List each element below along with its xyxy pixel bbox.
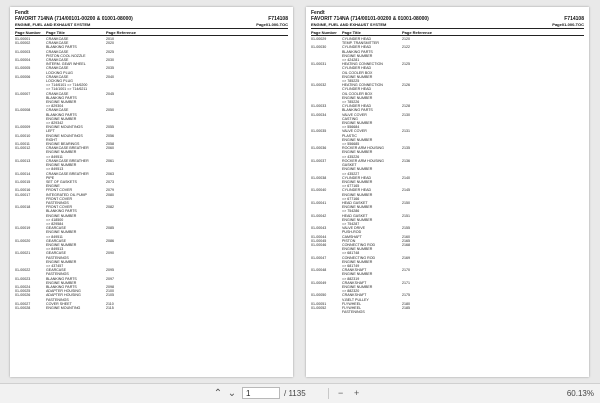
page-reference-code: Page01-000-TOC	[256, 22, 288, 27]
row-page-reference: 2100	[106, 289, 114, 294]
table-row	[15, 306, 288, 310]
row-page-reference: 2150	[402, 200, 410, 205]
row-page-number: 01-00029	[311, 37, 327, 41]
row-page-title: => 785225	[342, 79, 360, 84]
row-page-reference: 2180	[402, 301, 410, 306]
system-title: ENGINE, FUEL AND EXHAUST SYSTEM	[311, 22, 387, 27]
row-page-number: 01-00024	[15, 284, 31, 289]
row-page-reference: 2058	[106, 142, 114, 147]
system-header	[15, 22, 288, 27]
row-page-reference: 2040	[106, 74, 114, 79]
row-page-reference: 2130	[402, 112, 410, 117]
row-page-title: GEARCASE	[46, 238, 66, 243]
row-page-title: CRANKCASE	[46, 41, 69, 46]
row-page-number: 01-00003	[15, 49, 31, 54]
row-page-title: CONNECTING ROD	[342, 255, 376, 260]
row-page-title: => 829342	[46, 121, 64, 126]
row-page-title: ENGINE NUMBER	[342, 192, 373, 197]
row-page-reference: 2098	[106, 284, 114, 289]
row-page-title: ROCKER ARM HOUSING	[342, 158, 384, 163]
row-page-title: ENGINE NUMBER	[342, 247, 373, 252]
row-page-title: CRANKSHAFT	[342, 293, 367, 298]
row-page-number: 01-00044	[311, 234, 327, 239]
row-page-title: FLYWHEEL	[342, 301, 362, 306]
row-page-title: OIL COOLER BOX	[342, 91, 373, 96]
zoom-out-icon[interactable]: −	[338, 388, 344, 398]
row-page-number: 01-00009	[15, 125, 31, 130]
row-page-title: ENGINE NUMBER	[46, 259, 77, 264]
row-page-title: LOCKING PLUG	[46, 79, 73, 84]
row-page-number: 01-00011	[15, 142, 30, 147]
row-page-title: ENGINE NUMBER	[342, 150, 373, 155]
column-headers	[311, 30, 584, 36]
row-page-number: 01-00020	[15, 238, 31, 243]
row-page-title: CRANKCASE BREATHER	[46, 171, 89, 176]
row-page-number: 01-00040	[311, 188, 327, 193]
toc-list	[15, 37, 288, 310]
row-page-title: => 754287	[342, 221, 360, 226]
brand-name: Fendt	[15, 10, 29, 16]
header-divider	[311, 28, 584, 29]
column-header-page-reference: Page Reference	[106, 30, 137, 35]
row-page-title: CRANKCASE BREATHER	[46, 146, 89, 151]
row-page-reference: 2035	[106, 66, 114, 71]
row-page-title: CYLINDER HEAD	[342, 188, 372, 193]
row-page-number: 01-00037	[311, 158, 327, 163]
row-page-reference: 2079	[106, 188, 114, 193]
row-page-number: 01-00038	[311, 175, 327, 180]
row-page-number: 01-00013	[15, 158, 31, 163]
row-page-title: HEAD GASKET	[342, 200, 368, 205]
row-page-title: ENGINE NUMBER	[342, 217, 373, 222]
row-page-title: CRANKCASE	[46, 74, 69, 79]
zoom-in-icon[interactable]: +	[354, 388, 360, 398]
row-page-reference: 2170	[402, 268, 410, 273]
row-page-title: PLASTIC	[342, 133, 357, 138]
column-header-page-number: Page Number	[15, 30, 41, 35]
row-page-title: ENGINE NUMBER	[46, 280, 77, 285]
row-page-title: CRANKCASE	[46, 108, 69, 113]
table-row	[311, 310, 584, 314]
system-header	[311, 22, 584, 27]
row-page-title: GASKET	[342, 163, 357, 168]
viewer-toolbar	[0, 383, 600, 403]
row-page-number: 01-00005	[15, 66, 31, 71]
row-page-title: => 829304	[46, 104, 64, 109]
row-page-number: 01-00006	[15, 74, 31, 79]
row-page-number: 01-00033	[311, 104, 327, 109]
row-page-title: INTERM. GEAR WHEEL	[46, 62, 86, 67]
row-page-reference: 2082	[106, 205, 114, 210]
row-page-title: CRANKCASE	[46, 91, 69, 96]
row-page-reference: 2155	[402, 226, 410, 231]
row-page-reference: 2126	[402, 83, 410, 88]
row-page-title: ENGINE NUMBER	[46, 242, 77, 247]
row-page-reference: 2090	[106, 251, 114, 256]
column-header-page-title: Page Title	[342, 30, 361, 35]
row-page-reference: 2097	[106, 276, 114, 281]
row-page-title: GEARCASE	[46, 268, 66, 273]
row-page-title: => 677166	[342, 196, 360, 201]
row-page-title: => 435226	[342, 154, 360, 159]
row-page-reference: 2055	[106, 125, 114, 130]
row-page-title: => 714/1001 => 714/6211	[46, 87, 88, 92]
row-page-reference: 2120	[402, 37, 410, 41]
row-page-reference: 2105	[106, 293, 114, 298]
row-page-title: => 556684	[342, 125, 360, 130]
row-page-title: ENGINE NUMBER	[342, 179, 373, 184]
row-page-reference: 2030	[106, 58, 114, 63]
row-page-title: BLANKING PARTS	[342, 108, 373, 113]
row-page-title: => 424281	[342, 58, 360, 63]
row-page-title: CYLINDER HEAD	[342, 87, 372, 92]
row-page-title: PISTON COOL NOZZLE	[46, 53, 86, 58]
row-page-title: HEAD GASKET	[342, 213, 368, 218]
row-page-title: => 556685	[342, 142, 360, 147]
row-page-number: 01-00010	[15, 133, 31, 138]
row-page-title: => 849513	[46, 247, 64, 252]
row-page-number: 01-00007	[15, 91, 31, 96]
row-page-title: => 849511	[46, 234, 63, 239]
row-page-title: ENGINE NUMBER	[342, 167, 373, 172]
row-page-number: 01-00012	[15, 146, 31, 151]
row-page-number: 01-00036	[311, 146, 327, 151]
column-header-page-reference: Page Reference	[402, 30, 433, 35]
row-page-number: 01-00023	[15, 276, 31, 281]
row-page-title: CRANKCASE	[46, 66, 69, 71]
document-title: FAVORIT 714NA (714/00101-00200 & 01001-08000)	[15, 16, 133, 22]
row-page-title: ENGINE NUMBER	[342, 74, 373, 79]
row-page-number: 01-00049	[311, 280, 327, 285]
row-page-reference: 2060	[106, 146, 114, 151]
row-page-reference: 2095	[106, 268, 114, 273]
row-page-reference: 2175	[402, 293, 410, 298]
row-page-title: HEATING CONNECTION	[342, 62, 383, 67]
row-page-number: 01-00051	[311, 301, 327, 306]
row-page-reference: 2122	[402, 45, 410, 50]
chevron-down-icon[interactable]: ⌄	[227, 388, 237, 399]
row-page-reference: 2073	[106, 179, 114, 184]
row-page-number: 01-00022	[15, 268, 31, 273]
row-page-title: => 681749	[342, 263, 360, 268]
toc-list	[311, 37, 584, 314]
row-page-number: 01-00045	[311, 238, 327, 243]
row-page-title: CRANKSHAFT	[342, 280, 367, 285]
row-page-title: CYLINDER HEAD	[342, 45, 372, 50]
brand-name: Fendt	[311, 10, 325, 16]
row-page-title: CYLINDER HEAD	[342, 66, 372, 71]
row-page-number: 01-00031	[311, 62, 327, 67]
row-page-title: ENGINE NUMBER	[46, 230, 77, 235]
row-page-title: ENGINE NUMBER	[342, 121, 373, 126]
row-page-title: => 437457	[46, 263, 64, 268]
row-page-title: FASTENINGS	[46, 272, 69, 277]
row-page-title: BLANKING PARTS	[46, 284, 77, 289]
row-page-reference: 2128	[402, 104, 410, 109]
row-page-reference: 2136	[402, 158, 410, 163]
row-page-title: BLANKING PARTS	[46, 276, 77, 281]
row-page-title: => 882320	[342, 289, 360, 294]
row-page-number: 01-00048	[311, 268, 327, 273]
row-page-title: ENGINE	[46, 184, 60, 189]
row-page-title: PISTON	[342, 238, 356, 243]
row-page-reference: 2160	[402, 234, 410, 239]
row-page-title: CRANKCASE BREATHER	[46, 158, 89, 163]
row-page-number: 01-00035	[311, 129, 327, 134]
document-code: F714108	[268, 16, 288, 22]
row-page-title: ENGINE NUMBER	[342, 205, 373, 210]
row-page-title: FASTENINGS	[46, 255, 69, 260]
row-page-title: => 849511	[46, 154, 63, 159]
row-page-title: => 677165	[342, 184, 360, 189]
row-page-number: 01-00001	[15, 37, 31, 41]
row-page-reference: 2061	[106, 158, 114, 163]
row-page-number: 01-00026	[15, 293, 31, 298]
row-page-title: ADAPTER HOUSING	[46, 289, 81, 294]
row-page-reference: 2165	[402, 238, 410, 243]
row-page-number: 01-00014	[15, 171, 31, 176]
row-page-title: => 714/6101 => 714/6200	[46, 83, 88, 88]
page-reference-code: Page01-000-TOC	[552, 22, 584, 27]
row-page-reference: 2025	[106, 49, 114, 54]
system-title: ENGINE, FUEL AND EXHAUST SYSTEM	[15, 22, 91, 27]
row-page-title: => 681748	[342, 251, 360, 256]
document-page-right	[306, 7, 589, 377]
row-page-reference: 2010	[106, 37, 114, 41]
row-page-number: 01-00042	[311, 213, 327, 218]
row-page-title: ENGINE MOUNTING	[46, 306, 81, 310]
row-page-reference: 2110	[106, 301, 114, 306]
row-page-number: 01-00008	[15, 108, 31, 113]
row-page-title: ENGINE NUMBER	[46, 213, 77, 218]
document-title: FAVORIT 714NA (714/00101-00200 & 01001-08000)	[311, 16, 429, 22]
row-page-reference: 2168	[402, 242, 410, 247]
column-header-page-title: Page Title	[46, 30, 65, 35]
row-page-title: LEFT	[46, 129, 55, 134]
row-page-title: => 849513	[46, 167, 64, 172]
row-page-reference: 2086	[106, 238, 114, 243]
row-page-number: 01-00047	[311, 255, 327, 260]
column-header-page-number: Page Number	[311, 30, 337, 35]
page-total: / 1135	[284, 389, 306, 398]
row-page-title: => 754286	[342, 209, 360, 214]
document-page-left	[10, 7, 293, 377]
document-code: F714108	[564, 16, 584, 22]
row-page-title: FASTENINGS	[46, 200, 69, 205]
row-page-number	[311, 310, 342, 314]
row-page-title: CYLINDER HEAD	[342, 175, 372, 180]
row-page-title: => 882319	[342, 276, 360, 281]
row-page-title: CRANKCASE	[46, 58, 69, 63]
row-page-title: CYLINDER HEAD	[342, 104, 372, 109]
row-page-title: TEMP. TRANSMITTER	[342, 41, 380, 46]
row-page-reference: 2020	[106, 41, 114, 46]
row-page-reference: 2169	[402, 255, 410, 260]
row-page-reference: 2045	[106, 91, 114, 96]
row-page-title: VALVE COVER	[342, 129, 367, 134]
row-page-title: ENGINE NUMBER	[46, 163, 77, 168]
row-page-title: FRONT COVER	[46, 196, 73, 201]
row-page-number: 01-00043	[311, 226, 327, 231]
row-page-title: BLANKING PARTS	[46, 209, 77, 214]
toolbar-divider	[328, 388, 329, 399]
row-page-title: VALVE DRIVE	[342, 226, 366, 231]
row-page-number: 01-00046	[311, 242, 327, 247]
row-page-number: 01-00021	[15, 251, 31, 256]
row-page-number: 01-00041	[311, 200, 327, 205]
row-page-number: 01-00002	[15, 41, 31, 46]
row-page-title: CONNECTING ROD	[342, 242, 376, 247]
row-page-reference: 2080	[106, 192, 114, 197]
row-page-title: => 435227	[342, 171, 360, 176]
row-page-reference: 2135	[402, 146, 410, 151]
row-page-title: FRONT COVER	[46, 205, 73, 210]
row-page-title: PUSH-ROD	[342, 230, 362, 235]
row-page-title: BLANKING PARTS	[46, 95, 77, 100]
row-page-title: PIPE	[46, 175, 55, 180]
row-page-title: COVER SHEET	[46, 301, 72, 306]
row-page-title: V-BELT PULLEY	[342, 297, 369, 302]
row-page-number: 01-00025	[15, 289, 31, 294]
row-page-number: 01-00030	[311, 45, 327, 50]
row-page-title: BLANKING PARTS	[46, 112, 77, 117]
row-page-reference: 2185	[402, 306, 410, 310]
row-page-reference: 2145	[402, 188, 410, 193]
row-page-number: 01-00019	[15, 226, 31, 231]
row-page-title: OIL COOLER BOX	[342, 70, 373, 75]
row-page-title: ENGINE NUMBER	[46, 150, 77, 155]
row-page-number: 01-00027	[15, 301, 31, 306]
row-page-title: => 829584	[46, 221, 64, 226]
row-page-title: VALVE COVER	[342, 112, 367, 117]
row-page-title: HEATING CONNECTION	[342, 83, 383, 88]
row-page-title: BLANKING PARTS	[342, 49, 373, 54]
row-page-title: => 785226	[342, 100, 360, 105]
row-page-reference: 2063	[106, 171, 114, 176]
row-page-title: GEARCASE	[46, 251, 66, 256]
column-headers	[15, 30, 288, 36]
row-page-number: 01-00016	[15, 188, 31, 193]
row-page-title: ENGINE MOUNTINGS	[46, 133, 83, 138]
row-page-number: 01-00015	[15, 179, 31, 184]
row-page-reference: 2056	[106, 133, 114, 138]
row-page-title: ENGINE NUMBER	[342, 284, 373, 289]
row-page-title: ENGINE BEARINGS	[46, 142, 80, 147]
row-page-title: RIGHT	[46, 137, 58, 142]
row-page-title: FASTENINGS	[46, 297, 69, 302]
page-number-input[interactable]: 1	[242, 387, 280, 399]
row-page-title: CRANKCASE	[46, 49, 69, 54]
row-page-title: ENGINE NUMBER	[342, 53, 373, 58]
row-page-reference: 2050	[106, 108, 114, 113]
row-page-reference: 2125	[402, 62, 410, 67]
row-page-title: CYLINDER HEAD	[342, 37, 372, 41]
row-page-number: 01-00028	[15, 306, 31, 310]
row-page-number: 01-00004	[15, 58, 31, 63]
row-page-number: 01-00050	[311, 293, 327, 298]
row-page-number: 01-00034	[311, 112, 327, 117]
row-page-title: FASTENINGS	[342, 310, 365, 315]
row-page-reference: 2171	[402, 280, 410, 285]
row-page-title: ENGINE NUMBER	[46, 100, 77, 105]
row-page-title: FRONT COVER	[46, 188, 73, 193]
zoom-level[interactable]: 60.13%	[566, 389, 594, 398]
row-page-title: CRANKSHAFT	[342, 268, 367, 273]
row-page-number: 01-00017	[15, 192, 31, 197]
row-page-title: ENGINE MOUNTINGS	[46, 125, 83, 130]
row-page-number: 01-00018	[15, 205, 31, 210]
row-page-title: SET OF GASKETS	[46, 179, 77, 184]
row-page-reference	[402, 310, 442, 314]
row-page-title: CAMSHAFT	[342, 234, 362, 239]
row-page-reference: 2151	[402, 213, 410, 218]
row-page-title: => 418500	[46, 217, 64, 222]
row-page-title: ROCKER ARM HOUSING	[342, 146, 384, 151]
row-page-title: CRANKCASE	[46, 37, 69, 41]
row-page-title: BLANKING PARTS	[46, 45, 77, 50]
row-page-title: ENGINE NUMBER	[342, 95, 373, 100]
row-page-reference: 2140	[402, 175, 410, 180]
row-page-title: CASTING	[342, 116, 358, 121]
chevron-up-icon[interactable]: ⌃	[213, 388, 223, 399]
row-page-reference: 2131	[402, 129, 410, 134]
row-page-title: ADAPTER HOUSING	[46, 293, 81, 298]
row-page-title: ENGINE NUMBER	[342, 272, 373, 277]
row-page-number: 01-00032	[311, 83, 327, 88]
row-page-title: ENGINE NUMBER	[342, 259, 373, 264]
row-page-reference: 2115	[106, 306, 114, 310]
row-page-title: ENGINE NUMBER	[342, 137, 373, 142]
row-page-title: FLYWHEEL	[342, 306, 362, 310]
row-page-title: ENGINE NUMBER	[46, 116, 77, 121]
row-page-title: LOCKING PLUG	[46, 70, 73, 75]
row-page-title: GEARCASE	[46, 226, 66, 231]
row-page-number: 01-00052	[311, 306, 327, 310]
row-page-title: INTEGRATED OIL PUMP	[46, 192, 87, 197]
row-page-reference: 2085	[106, 226, 114, 231]
header-divider	[15, 28, 288, 29]
